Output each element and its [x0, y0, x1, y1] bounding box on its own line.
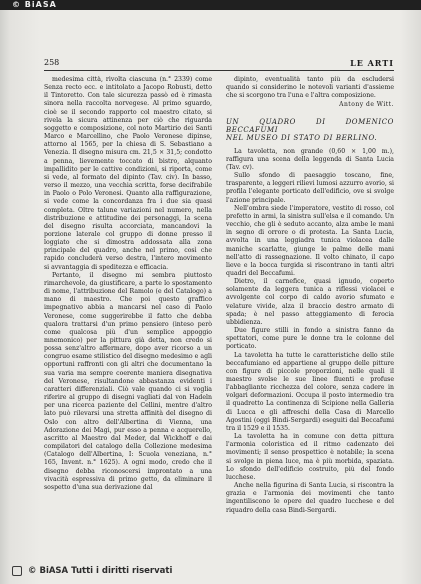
copyright-text: © BiASA Tutti i diritti riservati: [28, 566, 173, 576]
left-paragraph-2: Pertanto, il disegno mi sembra piuttosto rimarchevole, da giustificare, a parte lo spostamento di nome, l'attribuzione del Ramolo (e del Catalogo) a mano di maestro. Che poi questo graffico impegnativo abbia a mancarsi nel caso di Paolo Veronese, come suggerirebbe il fatto che debba qualora trattarsi d'un primo pensiero (inteso però come qualcosa più d'un semplice appoggio mnemonico) per la pittura già detta, non credo si possa senz'altro affermare, dopo aver ricorso a un congruo esame stilistico del disegno medesimo e agli opportuni raffronti con gli altri che documentano la sua varia ma sempre coerente maniera disegnativa del Veronese, risultandone abbastanza evidenti i caratteri differenziali. Ciò vale quando ci si voglia riferire al gruppo di disegni vagliati dal von Hadeln per una ricerca paziente del Cellini, mentre d'altro lato può rilevarsi una stretta affinità del disegno di Oslo con altro dell'Albertina di Vienna, una Adorazione dei Magi, pur esso a penna e acquerello, ascritto al Maestro dal Meder, dal Wickhoff e dai compilatori del catalogo della Collezione medesima (Catalogo dell'Albertina, I: Scuola veneziana, n.° 165, Invent. n.° 1625). A ogni modo, credo che il disegno debba riconoscersi improntato a una vivacità espressiva di primo getto, da eliminare il sospetto d'una sua derivazione dal: [44, 271, 212, 491]
right-paragraph-1: La tavoletta, non grande (0,60 × 1,00 m.), raffigura una scena della leggenda di Santa Lucia (Tav. cv).: [226, 147, 394, 171]
right-paragraph-6: La tavoletta ha tutte le caratteristiche dello stile beccafumiano ed appartiene al gruppo delle pitture con figure di piccole proporzioni, nelle quali il maestro svolse le sue linee fluenti e profuse l'abbagliante ricchezza del colore, senza cadere in volgari deformazioni. Occupa il posto intermedio tra il quadretto La continenza di Scipione nella Galleria di Lucca e gli affreschi della Casa di Marcello Agostini (oggi Bindi-Sergardi) eseguiti dal Beccafumi tra il 1529 e il 1535.: [226, 351, 394, 432]
right-paragraph-7: La tavoletta ha in comune con detta pittura l'armonia coloristica ed il ritmo cadenzato dei movimenti; il senso prospettico è notabile; la scena si svolge in piena luce, ma è più morbida, spaziata. Lo sfondo dell'edificio costruito, più del fondo lucchese.: [226, 433, 394, 481]
right-paragraph-8: Anche nella figurina di Santa Lucia, si riscontra la grazia e l'armonia dei movimenti che tanto ingentiliscono le opere del quadro lucchese e del riquadro della casa Bindi-Sergardi.: [226, 482, 394, 514]
page-number: 258: [44, 58, 60, 67]
article-title: UN QUADRO DI DOMENICO BECCAFUMI: [226, 117, 394, 134]
biasa-logo-icon: [12, 566, 22, 576]
top-banner: [0, 0, 421, 10]
right-paragraph-3: Nell'ombra siede l'imperatore, vestito di rosso, col prefetto in armi, la sinistra sull'elsa e il comando. Un vecchio, che gli è seduto accanto, alza ambe le mani in segno di orrore o di protesta. La Santa Lucia, avvolta in una leggiadra tunica violacea dalle maniche scarlatte, giunge le palme delle mani nell'atto di rassegnazione. Il volto chinato, il capo lieve e la bocca turgida si riscontrano in tanti altri quadri del Beccafumi.: [226, 204, 394, 277]
right-paragraph-5: Due figure stilli in fondo a sinistra fanno da spettatori, come pure le donne tra le colonne del porticato.: [226, 327, 394, 351]
right-paragraph-intro: dipinto, eventualità tanto più da escludersi quando si considerino le notevoli varianti d'assieme che si scorgono tra l'una e l'altra composizione.: [226, 76, 394, 100]
author-signature: Antony de Witt.: [339, 101, 394, 109]
left-column: [44, 76, 212, 546]
article-subtitle: NEL MUSEO DI STATO DI BERLINO.: [226, 133, 378, 142]
running-header: [44, 58, 394, 70]
right-paragraph-2: Sullo sfondo di paesaggio toscano, fine, trasparente, a leggeri rilievi lumosi azzurro avorio, si profila l'elegante porticato dell'edificio, ove si svolge l'azione principale.: [226, 172, 394, 204]
copyright-footer: [12, 566, 412, 580]
top-banner-text: © BiASA: [12, 0, 57, 9]
header-rule: [44, 70, 394, 71]
right-column: [226, 76, 394, 546]
journal-name: LE ARTI: [350, 58, 394, 68]
right-paragraph-4: Dietro, il carnefice, quasi ignudo, coperto solamente da leggera tunica a riflessi violacei e avvolgente col corpo di caldo avorio sfumato e velature vivide, alza il braccio destro armato di spada; è nel passo atteggiamento di ferocia ubbidienza.: [226, 278, 394, 326]
left-paragraph-1: medesima città, rivolta ciascuna (n.° 2339) come Senza recto ecc. e intitolato a Jacopo Robusti, detto il Tintoretto. Con tale sicurezza passò ed è rimasta sinora nella raccolta norvegese. Al primo sguardo, cioè se il secondo rapporto col maestro citato, si rivela la sicura attinenza per ciò che riguarda soggetto e composizione, col noto Martirio dei Santi Marco e Marcellino, che Paolo Veronese dipinse, attorno al 1565, per la chiesa di S. Sebastiano a Venezia. Il disegno misura cm. 21,5 × 31,5; condotto a penna, lievemente toccato di bistro, alquanto impallidito per le cattive condizioni, si riporta, come si vede, al formato del dipinto (Tav. civ). In basso, verso il mezzo, una vecchia scritta, forse decifrabile in Paolo o Polo Veronesi. Quanto alla raffigurazione, si vede come la concordanza fra i due sia quasi completa. Oltre talune variazioni nel numero, nella distribuzione e attitudine dei personaggi, la scena del disegno risulta accorciata, mancandovi la porzione laterale col gruppo di donne presso il loggiato che si dimostra addossata alla zona principale del quadro, anche nel primo, così che rapido concluderà verso destra, l'intero movimento si avvantaggia di speditezza e efficacia.: [44, 76, 212, 271]
